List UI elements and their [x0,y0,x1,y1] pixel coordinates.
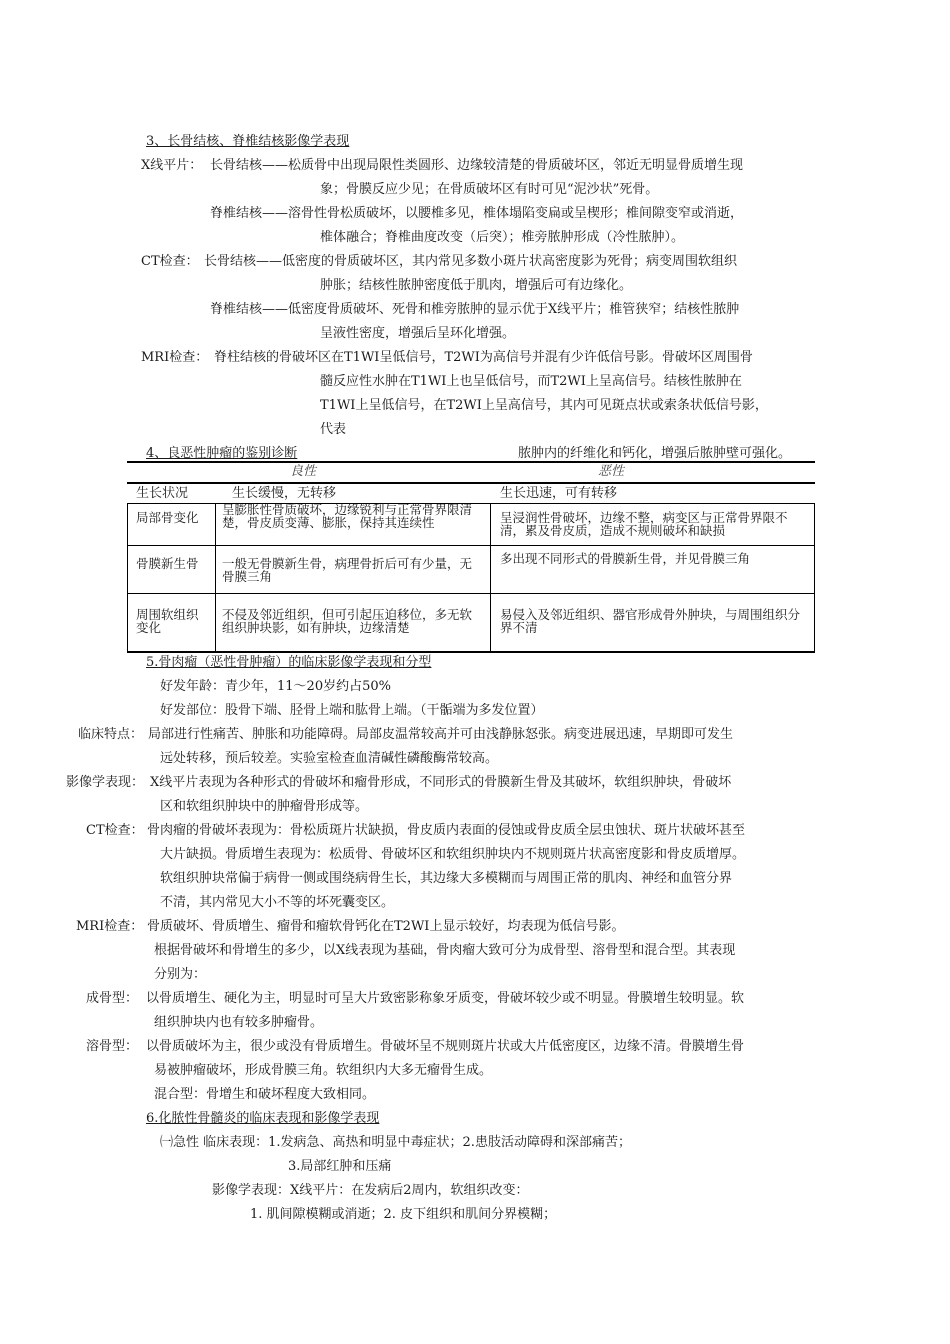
row-label: 局部骨变化 [136,510,199,525]
cell-benign: 呈膨胀性骨质破坏，边缘锐利与正常骨界限清楚，骨皮质变薄、膨胀，保持其连续性 [222,502,473,530]
text-line: 长骨结核——低密度的骨质破坏区，其内常见多数小斑片状高密度影为死骨；病变周围软组织 [204,254,738,269]
osteoblastic-label: 成骨型： [86,991,139,1006]
cell-malignant: 易侵入及邻近组织、器官形成骨外肿块，与周围组织分界不清 [500,607,801,635]
text-line: 不清，其内常见大小不等的坏死囊变区。 [160,895,395,910]
text-line: 以骨质破坏为主，很少或没有骨质增生。骨破坏呈不规则斑片状或大片低密度区，边缘不清。骨膜增生骨 [146,1039,745,1054]
text-line: 组织肿块内也有较多肿瘤骨。 [154,1015,324,1030]
text-line: 区和软组织肿块中的肿瘤骨形成等。 [160,799,369,814]
cell-malignant: 生长迅速，可有转移 [500,486,618,501]
text-line: 混合型：骨增生和破坏程度大致相同。 [154,1087,376,1102]
text-line: 脊椎结核——低密度骨质破坏、死骨和椎旁脓肿的显示优于X线平片；椎管狭窄；结核性脓肿 [210,302,740,317]
text-line: 易被肿瘤破坏，形成骨膜三角。软组织内大多无瘤骨生成。 [154,1063,493,1078]
text-line: 远处转移，预后较差。实验室检查血清碱性磷酸酶常较高。 [160,751,499,766]
text-line: T1WI上呈低信号，在T2WI上呈高信号，其内可见斑点状或索条状低信号影， [320,398,768,413]
row-label: 生长状况 [136,486,189,501]
text-line: ㈠急性 临床表现：1.发病急、高热和明显中毒症状；2.患肢活动障碍和深部痛苦； [160,1135,631,1150]
cell-benign: 不侵及邻近组织，但可引起压迫移位，多无软组织肿块影，如有肿块，边缘清楚 [222,607,473,635]
text-line: 髓反应性水肿在T1WI上也呈低信号，而T2WI上呈高信号。结核性脓肿在 [320,374,742,389]
text-line: 象；骨膜反应少见；在骨质破坏区有时可见“泥沙状”死骨。 [320,182,659,197]
header-benign: 良性 [290,464,317,479]
mri-label: MRI检查： [76,919,144,934]
text-line: 以骨质增生、硬化为主，明显时可呈大片致密影称象牙质变，骨破坏较少或不明显。骨膜增生较明显。软 [146,991,745,1006]
text-line: 3.局部红肿和压痛 [288,1159,392,1174]
text-line: X线平片表现为各种形式的骨破坏和瘤骨形成，不同形式的骨膜新生骨及其破坏，软组织肿块，骨破坏 [150,775,732,790]
osteolytic-label: 溶骨型： [86,1039,139,1054]
text-line: 分别为： [154,967,207,982]
section-5-title: 5.骨肉瘤（恶性骨肿瘤）的临床影像学表现和分型 [146,655,432,670]
section-6-title: 6.化脓性骨髓炎的临床表现和影像学表现 [146,1111,380,1126]
header-malignant: 恶性 [598,464,625,479]
cell-malignant: 呈浸润性骨破坏，边缘不整，病变区与正常骨界限不清，累及骨皮质，造成不规则破坏和缺损 [500,510,788,538]
xray-label: X线平片： [141,158,203,173]
text-line: 骨肉瘤的骨破坏表现为：骨松质斑片状缺损，骨皮质内表面的侵蚀或骨皮质全层虫蚀状、斑片状破坏甚至 [147,823,746,838]
text-line: 好发年龄：青少年，11～20岁约占50% [160,679,391,694]
section-3-title: 3、长骨结核、脊椎结核影像学表现 [146,134,350,149]
cell-benign: 一般无骨膜新生骨，病理骨折后可有少量，无骨膜三角 [222,556,473,584]
row-label: 周围软组织变化 [136,607,199,635]
ct-label: CT检查： [86,823,144,838]
text-line: 肿胀；结核性脓肿密度低于肌肉，增强后可有边缘化。 [320,278,633,293]
text-line: 大片缺损。骨质增生表现为：松质骨、骨破坏区和软组织肿块内不规则斑片状高密度影和骨皮质增厚。 [160,847,746,862]
mri-label: MRI检查： [141,350,209,365]
text-line: 脊柱结核的骨破坏区在T1WI呈低信号，T2WI为高信号并混有少许低信号影。骨破坏区周围骨 [214,350,753,365]
section-4-title: 4、良恶性肿瘤的鉴别诊断 [146,446,298,461]
text-line: 骨质破坏、骨质增生、瘤骨和瘤软骨钙化在T2WI上显示较好，均表现为低信号影。 [147,919,625,934]
ct-label: CT检查： [141,254,199,269]
text-line: 软组织肿块常偏于病骨一侧或围绕病骨生长，其边缘大多模糊而与周围正常的肌肉、神经和血管分界 [160,871,733,886]
text-line: 呈液性密度，增强后呈环化增强。 [320,326,516,341]
text-line: 椎体融合；脊椎曲度改变（后突）；椎旁脓肿形成（冷性脓肿）。 [320,230,685,245]
row-label: 骨膜新生骨 [136,556,199,571]
text-line: 局部进行性痛苦、肿胀和功能障碍。局部皮温常较高并可由浅静脉怒张。病变进展迅速，早期即可发生 [148,727,734,742]
text-line: 脊椎结核——溶骨性骨松质破坏，以腰椎多见，椎体塌陷变扁或呈楔形；椎间隙变窄或消逝， [210,206,744,221]
overflow-text: 脓肿内的纤维化和钙化，增强后脓肿壁可强化。 [518,446,792,461]
cell-malignant: 多出现不同形式的骨膜新生骨，并见骨膜三角 [500,551,751,566]
text-line: 好发部位：股骨下端、胫骨上端和肱骨上端。（干骺端为多发位置） [160,703,544,718]
imaging-label: 影像学表现： [66,775,145,790]
text-line: 1. 肌间隙模糊或消逝；2. 皮下组织和肌间分界模糊； [250,1207,557,1222]
clinical-label: 临床特点： [78,727,144,742]
cell-benign: 生长缓慢，无转移 [232,486,337,501]
text-line: 根据骨破坏和骨增生的多少，以X线表现为基础，骨肉瘤大致可分为成骨型、溶骨型和混合型。其表现 [154,943,736,958]
text-line: 影像学表现：X线平片：在发病后2周内，软组织改变： [212,1183,529,1198]
text-line: 长骨结核——松质骨中出现局限性类圆形、边缘较清楚的骨质破坏区，邻近无明显骨质增生现 [210,158,744,173]
text-line: 代表 [320,422,347,437]
